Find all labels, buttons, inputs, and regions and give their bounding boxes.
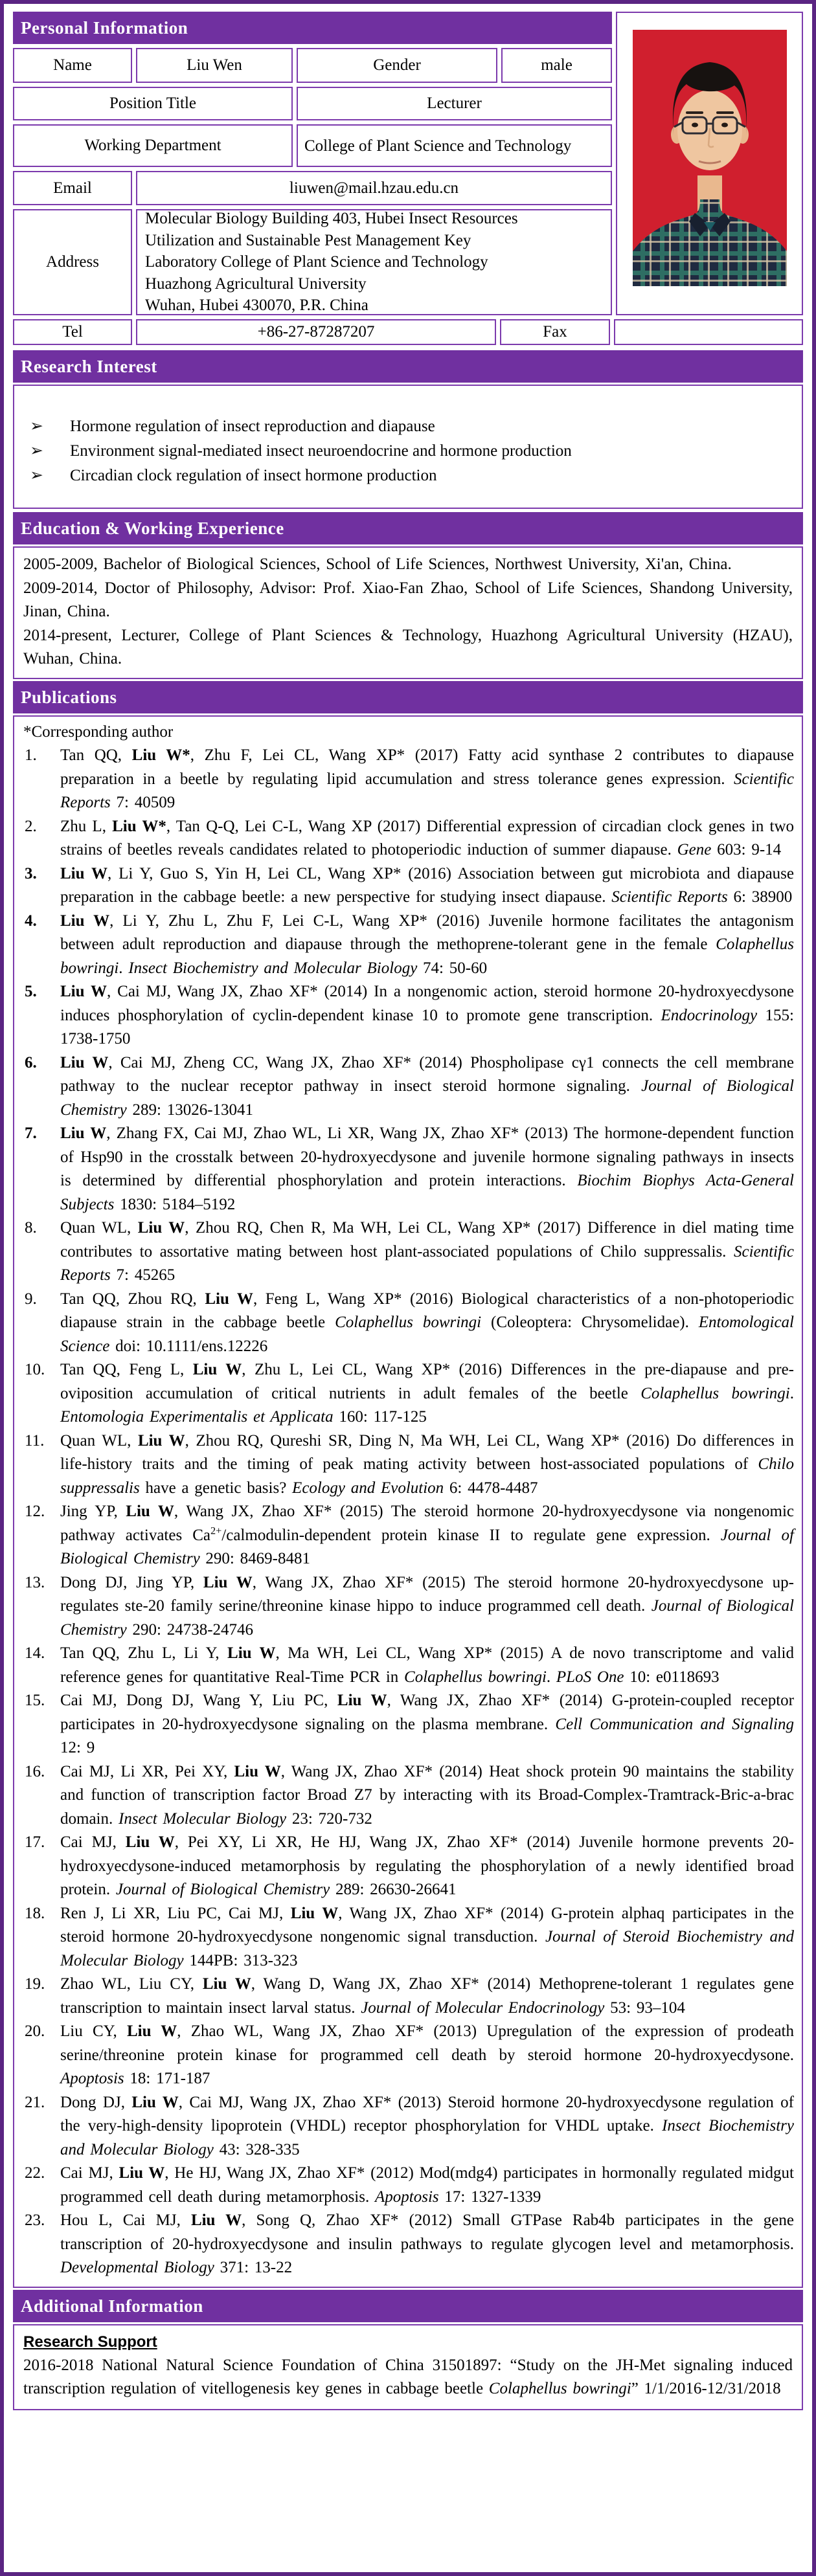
publication-number: 20.: [25, 2022, 45, 2040]
publication-text: Tan QQ, Zhu L, Li Y, Liu W, Ma WH, Lei CL, Wang XP* (2015) A de novo transcriptome and valid reference genes for quantitative Real-Time PCR in Colaphellus bowringi. PLoS One 10: e0118693: [60, 1644, 794, 1686]
publication-number: 11.: [25, 1431, 45, 1450]
profile-photo: [633, 30, 787, 286]
address-line: Molecular Biology Building 403, Hubei Insect Resources: [145, 210, 518, 228]
gender-value: male: [501, 48, 612, 83]
publication-number: 12.: [25, 1503, 45, 1520]
publication-number: 21.: [25, 2093, 45, 2111]
publications-list: [23, 744, 794, 2280]
name-label: Name: [13, 48, 132, 83]
publication-item: [23, 1051, 794, 1123]
publication-text: Liu CY, Liu W, Zhao WL, Wang JX, Zhao XF* (2013) Upregulation of the expression of prodeath serine/threonine protein kinase for programmed cell death by steroid hormone 20-hydroxyecdysone. Apoptosis 18: 171-187: [60, 2022, 794, 2087]
publication-item: [23, 2162, 794, 2209]
research-interest-item: [21, 414, 793, 439]
arrow-bullet-icon: ➢: [30, 442, 43, 460]
publication-item: [23, 2091, 794, 2162]
research-interest-item: [21, 464, 793, 488]
publication-number: 16.: [25, 1762, 45, 1780]
publication-item: [23, 1973, 794, 2020]
fax-value: [614, 319, 803, 345]
tel-value: +86-27-87287207: [136, 319, 496, 345]
publication-number: 17.: [25, 1833, 45, 1851]
publication-number: 2.: [25, 817, 37, 835]
publication-text: Liu W, Li Y, Zhu L, Zhu F, Lei C-L, Wang XP* (2016) Juvenile hormone facilitates the antagonism between adult reproduction and diapause through the methoprene-tolerant gene in the female Colaphellus bowringi. Insect Biochemistry and Molecular Biology 74: 50-60: [60, 912, 794, 977]
publication-item: [23, 2209, 794, 2280]
publication-item: [23, 1571, 794, 1642]
address-label: Address: [13, 209, 132, 315]
email-value: liuwen@mail.hzau.edu.cn: [136, 171, 612, 205]
photo-cell: [616, 12, 803, 315]
research-support-paragraph: 2016-2018 National Natural Science Foundation of China 31501897: “Study on the JH-Met signaling induced transcription regulation of vitellogenesis key genes in cabbage beetle Colaphellus bowringi” 1/1/2016-12/31/2018: [23, 2356, 793, 2397]
publication-number: 8.: [25, 1219, 37, 1237]
publication-text: Tan QQ, Liu W*, Zhu F, Lei CL, Wang XP* (2017) Fatty acid synthase 2 contributes to diapause preparation in a beetle by regulating lipid accumulation and stress tolerance genes expression. Scientific Reports 7: 40509: [60, 746, 794, 811]
research-interest-text: Hormone regulation of insect reproduction and diapause: [70, 418, 435, 435]
research-interest-text: Circadian clock regulation of insect hormone production: [70, 467, 437, 484]
research-interest-text: Environment signal-mediated insect neuroendocrine and hormone production: [70, 442, 572, 460]
publication-item: [23, 1642, 794, 1689]
personal-information-header: Personal Information: [13, 12, 612, 44]
tel-label: Tel: [13, 319, 132, 345]
publication-number: 22.: [25, 2164, 45, 2182]
research-interest-header: Research Interest: [13, 350, 803, 383]
publication-number: 19.: [25, 1975, 45, 1993]
research-interest-item: [21, 439, 793, 464]
gender-label: Gender: [297, 48, 497, 83]
tel-fax-row: [13, 319, 803, 345]
publication-text: Ren J, Li XR, Liu PC, Cai MJ, Liu W, Wang JX, Zhao XF* (2014) G-protein alphaq participates in the steroid hormone 20-hydroxyecdysone nongenomic signal transduction. Journal of Steroid Biochemistry and Molecular Biology 144PB: 313-323: [60, 1904, 794, 1969]
education-entry: 2009-2014, Doctor of Philosophy, Advisor: Prof. Xiao-Fan Zhao, School of Life Sciences, Shandong University, Jinan, China.: [23, 579, 793, 620]
publication-item: [23, 1902, 794, 1973]
fax-label: Fax: [500, 319, 610, 345]
publication-item: [23, 980, 794, 1051]
address-line: Wuhan, Hubei 430070, P.R. China: [145, 297, 368, 315]
address-line: Laboratory College of Plant Science and Technology: [145, 253, 488, 271]
publication-number: 4.: [25, 912, 37, 930]
publication-number: 5.: [25, 983, 37, 1000]
publication-text: Hou L, Cai MJ, Liu W, Song Q, Zhao XF* (2012) Small GTPase Rab4b participates in the gene transcription of 20-hydroxyecdysone and insulin pathways to regulate glycogen level and metamorphosis. Developmental Biology 371: 13-22: [60, 2212, 794, 2276]
publication-item: [23, 1216, 794, 1288]
name-value: Liu Wen: [136, 48, 293, 83]
publication-item: [23, 1500, 794, 1571]
position-title-value: Lecturer: [297, 87, 612, 120]
publication-item: [23, 1288, 794, 1359]
working-department-label: Working Department: [13, 124, 293, 167]
position-title-label: Position Title: [13, 87, 293, 120]
publication-number: 15.: [25, 1692, 45, 1709]
publication-number: 7.: [25, 1125, 37, 1142]
education-header: Education & Working Experience: [13, 512, 803, 544]
publication-number: 3.: [25, 864, 37, 882]
publication-item: [23, 815, 794, 862]
publications-box: [13, 715, 803, 2288]
publication-text: Tan QQ, Feng L, Liu W, Zhu L, Lei CL, Wang XP* (2016) Differences in the pre-diapause and pre-oviposition accumulation of critical nutrients in adult females of the beetle Colaphellus bowringi. Entomologia Experimentalis et Applicata 160: 117-125: [60, 1361, 794, 1426]
publication-item: [23, 1760, 794, 1831]
corresponding-author-note: *Corresponding author: [23, 722, 174, 741]
address-line: Huazhong Agricultural University: [145, 274, 367, 293]
publication-item: [23, 1358, 794, 1429]
email-label: Email: [13, 171, 132, 205]
publication-number: 23.: [25, 2212, 45, 2229]
publication-text: Tan QQ, Zhou RQ, Liu W, Feng L, Wang XP* (2016) Biological characteristics of a non-photoperiodic diapause strain in the cabbage beetle Colaphellus bowringi (Coleoptera: Chrysomelidae). Entomological Science doi: 10.1111/ens.12226: [60, 1290, 795, 1355]
publication-item: [23, 1831, 794, 1902]
publication-text: Cai MJ, Liu W, He HJ, Wang JX, Zhao XF* (2012) Mod(mdg4) participates in hormonally regulated midgut programmed cell death during metamorphosis. Apoptosis 17: 1327-1339: [60, 2164, 794, 2206]
working-department-value: College of Plant Science and Technology: [297, 124, 612, 167]
publication-text: Quan WL, Liu W, Zhou RQ, Chen R, Ma WH, Lei CL, Wang XP* (2017) Difference in diel mating time contributes to assortative mating between host plant-associated populations of Chilo suppressalis. Scientific Reports 7: 45265: [60, 1219, 794, 1284]
publication-text: Liu W, Li Y, Guo S, Yin H, Lei CL, Wang XP* (2016) Association between gut microbiota and diapause preparation in the cabbage beetle: a new perspective for studying insect diapause. Scientific Reports 6: 38900: [60, 864, 794, 906]
additional-information-box: [13, 2324, 803, 2410]
education-entry: 2014-present, Lecturer, College of Plant Sciences & Technology, Huazhong Agricultural University (HZAU), Wuhan, China.: [23, 626, 793, 667]
additional-information-header: Additional Information: [13, 2290, 803, 2322]
research-interest-list: [13, 385, 803, 509]
publication-item: [23, 1122, 794, 1216]
publication-text: Dong DJ, Jing YP, Liu W, Wang JX, Zhao XF* (2015) The steroid hormone 20-hydroxyecdysone up-regulates ste-20 family serine/threonine kinase hippo to induce programmed cell death. Journal of Biological Chemistry 290: 24738-24746: [60, 1573, 794, 1639]
publication-item: [23, 1689, 794, 1760]
education-entry: 2005-2009, Bachelor of Biological Sciences, School of Life Sciences, Northwest University, Xi'an, China.: [23, 555, 732, 573]
publication-number: 18.: [25, 1904, 45, 1922]
education-list: [13, 546, 803, 679]
publication-text: Dong DJ, Liu W, Cai MJ, Wang JX, Zhao XF* (2013) Steroid hormone 20-hydroxyecdysone regulation of the very-high-density lipoprotein (VHDL) receptor phosphorylation for VHDL uptake. Insect Biochemistry and Molecular Biology 43: 328-335: [60, 2093, 794, 2158]
publication-item: [23, 862, 794, 910]
publication-text: Cai MJ, Li XR, Pei XY, Liu W, Wang JX, Zhao XF* (2014) Heat shock protein 90 maintains the stability and function of transcription factor Broad Z7 by interacting with its Broad-Complex-Tramtrack-Bric-a-brac domain. Insect Molecular Biology 23: 720-732: [60, 1762, 795, 1828]
publication-item: [23, 910, 794, 981]
arrow-bullet-icon: ➢: [30, 418, 43, 435]
publication-text: Cai MJ, Liu W, Pei XY, Li XR, He HJ, Wang JX, Zhao XF* (2014) Juvenile hormone prevents 20-hydroxyecdysone-induced metamorphosis by regulating the phosphorylation of a newly identified broad protein. Journal of Biological Chemistry 289: 26630-26641: [60, 1833, 794, 1898]
publication-number: 13.: [25, 1573, 45, 1591]
publication-number: 14.: [25, 1644, 45, 1662]
publication-text: Zhao WL, Liu CY, Liu W, Wang D, Wang JX, Zhao XF* (2014) Methoprene-tolerant 1 regulates gene transcription to maintain insect larval status. Journal of Molecular Endocrinology 53: 93–104: [60, 1975, 794, 2017]
publication-item: [23, 1429, 794, 1501]
publication-text: Liu W, Cai MJ, Zheng CC, Wang JX, Zhao XF* (2014) Phospholipase cγ1 connects the cell membrane pathway to the nuclear receptor pathway in insect steroid hormone signaling. Journal of Biological Chemistry 289: 13026-13041: [60, 1053, 795, 1119]
research-support-subheader: Research Support: [23, 2333, 157, 2351]
publication-text: Jing YP, Liu W, Wang JX, Zhao XF* (2015) The steroid hormone 20-hydroxyecdysone via nongenomic pathway activates $Ca^{2+}/calmodulin$-dependent protein kinase II to regulate gene expression. Journal of Biological Chemistry 290: 8469-8481: [60, 1503, 795, 1567]
publication-item: [23, 744, 794, 815]
address-line: Utilization and Sustainable Pest Management Key: [145, 231, 471, 249]
personal-information-left: [13, 12, 612, 315]
publication-number: 1.: [25, 746, 37, 764]
personal-information-section: [13, 12, 803, 315]
address-value: [136, 209, 612, 315]
publication-text: Cai MJ, Dong DJ, Wang Y, Liu PC, Liu W, Wang JX, Zhao XF* (2014) G-protein-coupled receptor participates in 20-hydroxyecdysone signaling on the plasma membrane. Cell Communication and Signaling 12: 9: [60, 1692, 795, 1756]
publications-header: Publications: [13, 681, 803, 713]
publication-text: Zhu L, Liu W*, Tan Q-Q, Lei C-L, Wang XP (2017) Differential expression of circadian clock genes in two strains of beetles reveals candidates related to photoperiodic induction of summer diapause. Gene 603: 9-14: [60, 817, 794, 858]
publication-number: 9.: [25, 1290, 37, 1308]
publication-text: Quan WL, Liu W, Zhou RQ, Qureshi SR, Ding N, Ma WH, Lei CL, Wang XP* (2016) Do differences in life-history traits and the timing of peak mating activity between host-associated populations of Chilo suppressalis have a genetic basis? Ecology and Evolution 6: 4478-4487: [60, 1431, 794, 1497]
publication-number: 6.: [25, 1053, 37, 1071]
publication-number: 10.: [25, 1361, 45, 1378]
personal-information-table: [13, 48, 612, 315]
publication-item: [23, 2020, 794, 2091]
publication-text: Liu W, Cai MJ, Wang JX, Zhao XF* (2014) In a nongenomic action, steroid hormone 20-hydroxyecdysone induces phosphorylation of cyclin-dependent kinase 10 to promote gene transcription. Endocrinology 155: 1738-1750: [60, 983, 794, 1047]
publication-text: Liu W, Zhang FX, Cai MJ, Zhao WL, Li XR, Wang JX, Zhao XF* (2013) The hormone-dependent function of Hsp90 in the crosstalk between 20-hydroxyecdysone and juvenile hormone signaling pathways in insects is determined by differential phosphorylation and protein interactions. Biochim Biophys Acta-General Subjects 1830: 5184–5192: [60, 1125, 795, 1213]
arrow-bullet-icon: ➢: [30, 467, 43, 484]
